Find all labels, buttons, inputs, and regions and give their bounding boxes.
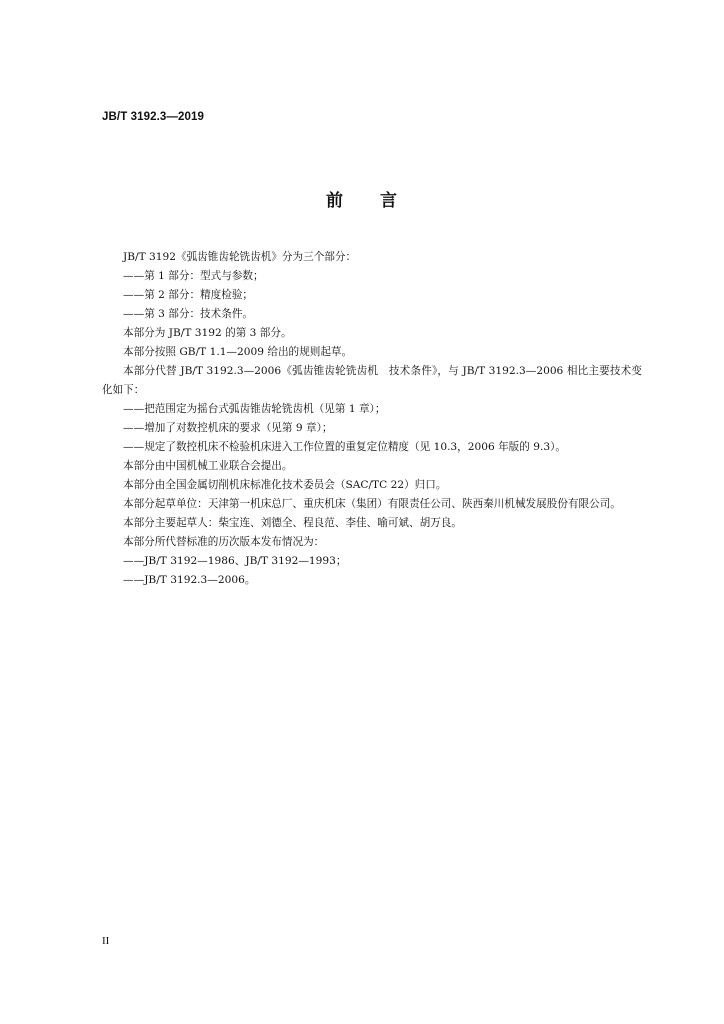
list-item-change-1: ——把范围定为摇台式弧齿锥齿轮铣齿机（见第 1 章）； <box>123 403 386 415</box>
paragraph-part-statement: 本部分为 JB/T 3192 的第 3 部分。 <box>123 327 292 339</box>
paragraph-replaces: 本部分代替 JB/T 3192.3—2006《弧齿锥齿轮铣齿机 技术条件》，与 JB/T 3192.3—2006 相比主要技术变化如下： <box>102 365 642 396</box>
list-item-change-2: ——增加了对数控机床的要求（见第 9 章）； <box>123 422 333 434</box>
foreword-body <box>102 248 642 590</box>
title-char-2: 言 <box>380 191 398 211</box>
page-number: II <box>102 935 110 947</box>
list-item-part-3: ——第 3 部分：技术条件。 <box>123 308 254 320</box>
paragraph-intro: JB/T 3192《弧齿锥齿轮铣齿机》分为三个部分： <box>123 251 357 263</box>
paragraph-history-intro: 本部分所代替标准的历次版本发布情况为： <box>123 536 325 548</box>
page-title <box>0 186 724 211</box>
list-item-part-1: ——第 1 部分：型式与参数； <box>123 270 264 282</box>
paragraph-proposed-by: 本部分由中国机械工业联合会提出。 <box>123 460 293 472</box>
title-char-1: 前 <box>326 191 344 211</box>
list-item-history-1: ——JB/T 3192—1986、JB/T 3192—1993； <box>123 555 347 567</box>
paragraph-drafting-units: 本部分起草单位：天津第一机床总厂、重庆机床（集团）有限责任公司、陕西秦川机械发展股份有限公司。 <box>123 498 621 510</box>
list-item-change-3: ——规定了数控机床不检验机床进入工作位置的重复定位精度（见 10.3，2006 年版的 9.3）。 <box>123 441 566 453</box>
paragraph-under-jurisdiction: 本部分由全国金属切削机床标准化技术委员会（SAC/TC 22）归口。 <box>123 479 447 491</box>
paragraph-drafters: 本部分主要起草人：柴宝连、刘德全、程良范、李佳、喻可斌、胡万良。 <box>123 517 462 529</box>
list-item-part-2: ——第 2 部分：精度检验； <box>123 289 254 301</box>
standard-code: JB/T 3192.3—2019 <box>102 111 204 123</box>
paragraph-drafting-rules: 本部分按照 GB/T 1.1—2009 给出的规则起草。 <box>123 346 353 358</box>
list-item-history-2: ——JB/T 3192.3—2006。 <box>123 574 256 586</box>
